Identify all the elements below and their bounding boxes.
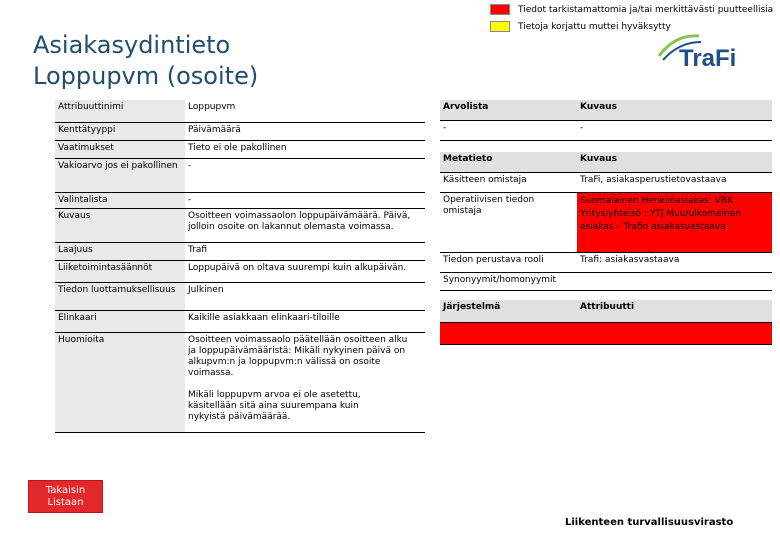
page-title-line2: Loppupvm (osoite) xyxy=(33,62,259,90)
table-row xyxy=(55,208,425,242)
header-jarjestelma: Järjestelmä xyxy=(440,300,577,322)
notes-paragraph-2: Mikäli loppupvm arvoa ei ole asetettu, käsitellään sitä aina suurempana kuin nykyistä päivämäärää. xyxy=(188,389,361,422)
attr-label: Laajuus xyxy=(55,242,185,260)
attr-value: Kaikille asiakkaan elinkaari-tiloille xyxy=(185,310,425,332)
table-row xyxy=(55,158,425,192)
table-row xyxy=(55,310,425,332)
table-row xyxy=(55,260,425,282)
attr-value xyxy=(185,332,425,432)
table-row xyxy=(55,122,425,140)
attr-label: Tiedon luottamuksellisuus xyxy=(55,282,185,310)
attr-label: Liiketoimintasäännöt xyxy=(55,260,185,282)
attr-value: Julkinen xyxy=(185,282,425,310)
page-title-line1: Asiakasydintieto xyxy=(33,31,231,59)
attr-value: Loppupäivä on oltava suurempi kuin alkupäivän. xyxy=(185,260,425,282)
table-header-row xyxy=(440,300,772,322)
attribute-cell xyxy=(577,322,772,344)
table-row xyxy=(55,192,425,208)
attr-value: - xyxy=(185,192,425,208)
legend-corrected xyxy=(490,21,671,32)
jarjestelma-table xyxy=(440,300,772,345)
header-arvolista: Arvolista xyxy=(440,100,577,120)
trafi-logo-icon xyxy=(655,30,755,72)
attr-label: Huomioita xyxy=(55,332,185,432)
meta-value-incomplete: Suomalainen Henkilöasiakas: VRK Yritys/yhteisö : YTJ Muu/ulkomainen asiakas – Trafin asiakasvastaava xyxy=(577,192,772,252)
header-kuvaus: Kuvaus xyxy=(577,100,772,120)
trafi-logo-text: TraFi xyxy=(679,45,737,72)
header-metatieto: Metatieto xyxy=(440,152,577,172)
meta-value: TraFi, asiakasperustietovastaava xyxy=(577,172,772,192)
attr-label: Elinkaari xyxy=(55,310,185,332)
legend-corrected-text: Tietoja korjattu muttei hyväksytty xyxy=(518,21,671,32)
back-to-list-button[interactable] xyxy=(28,480,103,513)
legend-yellow-swatch xyxy=(490,21,510,32)
attr-value: Loppupvm xyxy=(185,100,425,122)
arvolista-value: - xyxy=(440,120,577,140)
table-row xyxy=(55,140,425,158)
header-attribuutti: Attribuutti xyxy=(577,300,772,322)
table-row xyxy=(440,172,772,192)
system-cell xyxy=(440,322,577,344)
attr-label: Kuvaus xyxy=(55,208,185,242)
table-row-incomplete xyxy=(440,322,772,344)
meta-label: Operatiivisen tiedon omistaja xyxy=(440,192,577,252)
meta-label: Käsitteen omistaja xyxy=(440,172,577,192)
attr-value: Osoitteen voimassaolon loppupäivämäärä. Päivä, jolloin osoite on lakannut olemasta voimassa. xyxy=(185,208,425,242)
attr-label: Vaatimukset xyxy=(55,140,185,158)
metatieto-table xyxy=(440,152,772,291)
attr-label: Valintalista xyxy=(55,192,185,208)
table-row xyxy=(440,272,772,290)
meta-label: Tiedon perustava rooli xyxy=(440,252,577,272)
header-kuvaus: Kuvaus xyxy=(577,152,772,172)
table-row xyxy=(55,282,425,310)
table-header-row xyxy=(440,100,772,120)
trafi-logo xyxy=(655,30,755,72)
arvolista-description: - xyxy=(577,120,772,140)
table-row xyxy=(55,332,425,432)
table-row xyxy=(55,100,425,122)
table-row xyxy=(440,120,772,140)
attr-value: - xyxy=(185,158,425,192)
meta-label: Synonyymit/homonyymit xyxy=(440,272,577,290)
attribute-table xyxy=(55,100,425,433)
back-button-line2: Listaan xyxy=(47,497,84,508)
notes-paragraph-1: Osoitteen voimassaolo päätellään osoitteen alku ja loppupäivämääristä: Mikäli nykyinen päivä on alkupvm:n ja loppupvm:n välissä on osoite voimassa. xyxy=(188,334,408,378)
attr-value: Päivämäärä xyxy=(185,122,425,140)
arvolista-table xyxy=(440,100,772,141)
meta-value: Trafi: asiakasvastaava xyxy=(577,252,772,272)
attr-label: Vakioarvo jos ei pakollinen xyxy=(55,158,185,192)
attr-label: Kenttätyyppi xyxy=(55,122,185,140)
attr-value: Tieto ei ole pakollinen xyxy=(185,140,425,158)
table-header-row xyxy=(440,152,772,172)
legend-red-swatch xyxy=(490,4,510,15)
meta-value xyxy=(577,272,772,290)
table-row xyxy=(55,242,425,260)
page-title xyxy=(33,30,258,92)
table-row xyxy=(440,252,772,272)
table-row xyxy=(440,192,772,252)
legend-incomplete-text: Tiedot tarkistamattomia ja/tai merkittävästi puutteellisia xyxy=(518,4,774,15)
back-button-line1: Takaisin xyxy=(45,485,86,496)
legend-incomplete xyxy=(490,4,773,15)
attr-label: Attribuuttinimi xyxy=(55,100,185,122)
footer-organization: Liikenteen turvallisuusvirasto xyxy=(565,517,734,528)
attr-value: Trafi xyxy=(185,242,425,260)
